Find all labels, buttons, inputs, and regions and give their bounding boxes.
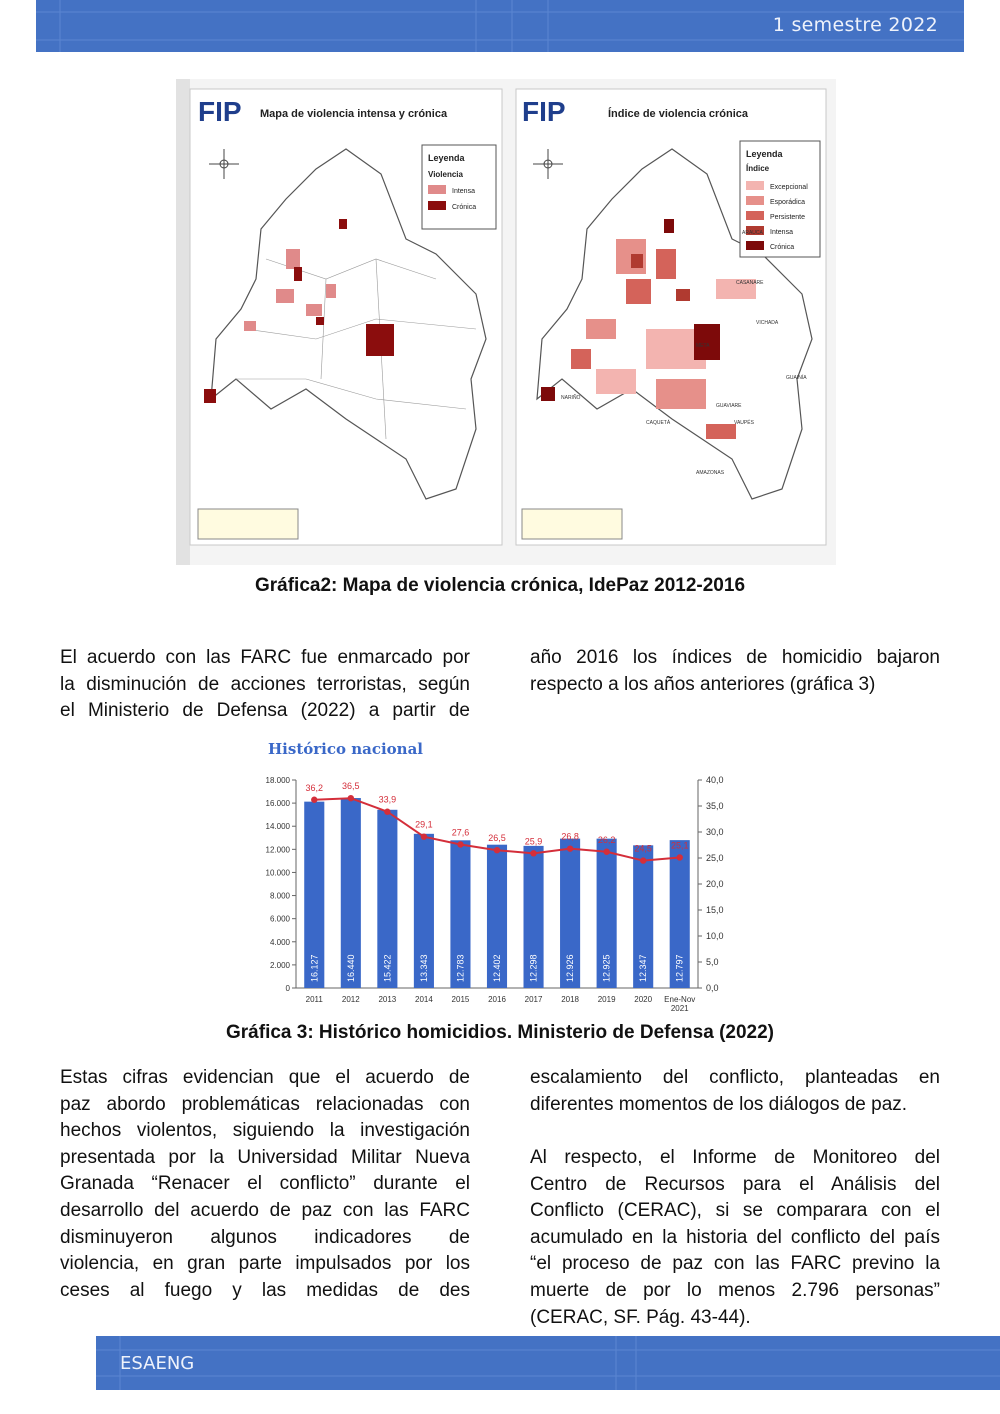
rate-point bbox=[384, 809, 390, 815]
y-tick-label: 0 bbox=[285, 984, 290, 993]
rate-value-label: 36,2 bbox=[305, 782, 324, 793]
map-region-label: GUAVIARE bbox=[716, 403, 742, 409]
right-map-panel bbox=[516, 89, 826, 545]
y2-tick-label: 40,0 bbox=[706, 775, 724, 785]
bar-value-label: 12.402 bbox=[492, 954, 502, 982]
footer-bar bbox=[96, 1336, 1000, 1390]
bar-value-label: 12.925 bbox=[601, 954, 612, 982]
map-region-label: CASANARE bbox=[736, 280, 764, 286]
para2-right-line: (CERAC, SF. Pág. 43-44). bbox=[530, 1306, 751, 1328]
rate-value-label: 24,5 bbox=[634, 843, 652, 854]
legend-label: Intensa bbox=[770, 229, 793, 236]
x-tick-label: 2018 bbox=[561, 995, 579, 1004]
legend-label: Excepcional bbox=[770, 184, 808, 191]
y-tick-label: 18.000 bbox=[265, 776, 290, 785]
y-tick-label: 4.000 bbox=[269, 937, 290, 947]
right-map-logo: FIP bbox=[522, 96, 566, 127]
footer-grid-decoration bbox=[96, 1336, 1000, 1390]
x-tick-label: 2011 bbox=[305, 995, 323, 1004]
map-region-label: AMAZONAS bbox=[696, 470, 725, 476]
para2-right-line: Al respecto, el Informe de Monitoreo del bbox=[530, 1147, 940, 1168]
rate-value-label: 33,9 bbox=[378, 794, 397, 805]
para2-left-line: paz abordo problemáticas relacionadas con bbox=[60, 1093, 470, 1115]
legend-label: Crónica bbox=[770, 244, 795, 251]
para2-right-line: Conflicto (CERAC), si se comparara con el bbox=[530, 1200, 940, 1222]
y-tick-label: 8.000 bbox=[269, 891, 290, 901]
para2-right-line: acumulado en la historia del conflicto del país bbox=[530, 1226, 940, 1248]
y2-tick-label: 35,0 bbox=[706, 801, 724, 811]
para2-right-line: diferentes momentos de los diálogos de paz. bbox=[530, 1093, 908, 1115]
bar-value-label: 12.298 bbox=[528, 954, 539, 982]
chart-title: Histórico nacional bbox=[268, 740, 423, 758]
y2-tick-label: 5,0 bbox=[706, 957, 719, 967]
para2-right-line: Centro de Recursos para el Análisis del bbox=[530, 1173, 940, 1195]
map-region-label: VICHADA bbox=[756, 320, 779, 326]
right-scale-box bbox=[522, 509, 622, 539]
x-tick-label: 2017 bbox=[524, 995, 543, 1004]
x-tick-label: 2021 bbox=[670, 1004, 689, 1013]
left-map-logo: FIP bbox=[198, 96, 242, 127]
para2-right-line: muerte de por lo menos 2.796 personas” bbox=[530, 1279, 940, 1301]
rate-value-label: 27,6 bbox=[451, 827, 470, 838]
rate-point bbox=[677, 854, 683, 860]
left-scale-box bbox=[198, 509, 298, 539]
legend-label: Crónica bbox=[452, 204, 477, 211]
y-tick-label: 14.000 bbox=[265, 822, 290, 832]
para1-right-line: año 2016 los índices de homicidio bajaron bbox=[530, 647, 940, 668]
para2-left-line: ceses al fuego y las medidas de des bbox=[60, 1279, 470, 1301]
homicide-history-chart bbox=[252, 730, 752, 1020]
rate-value-label: 26,8 bbox=[561, 831, 579, 842]
legend-label: Esporádica bbox=[770, 199, 806, 206]
rate-point bbox=[640, 857, 646, 863]
legend-swatch bbox=[428, 185, 446, 194]
header-semester: 1 semestre 2022 bbox=[772, 14, 938, 36]
para1-right-line: respecto a los años anteriores (gráfica 3) bbox=[530, 673, 876, 695]
x-tick-label: 2015 bbox=[451, 995, 470, 1004]
para2-left-line: violencia, en gran parte impulsados por los bbox=[60, 1253, 470, 1275]
para1-left-line: el Ministerio de Defensa (2022) a partir de bbox=[60, 700, 470, 722]
y-tick-label: 16.000 bbox=[265, 799, 290, 809]
y2-tick-label: 10,0 bbox=[706, 931, 724, 941]
left-legend-subtitle: Violencia bbox=[428, 170, 463, 179]
bar-value-label: 16.440 bbox=[345, 954, 356, 982]
y2-tick-label: 15,0 bbox=[706, 905, 724, 915]
rate-point bbox=[311, 797, 317, 803]
left-map-title: Mapa de violencia intensa y crónica bbox=[260, 108, 448, 120]
y2-tick-label: 25,0 bbox=[706, 853, 724, 863]
bar-value-label: 16.127 bbox=[309, 954, 320, 982]
y-tick-label: 12.000 bbox=[265, 845, 290, 855]
para2-left-line: presentada por la Universidad Militar Nueva bbox=[60, 1146, 470, 1168]
rate-point bbox=[567, 845, 573, 851]
figure3-caption: Gráfica 3: Histórico homicidios. Ministerio de Defensa (2022) bbox=[226, 1022, 774, 1043]
x-tick-label: 2013 bbox=[378, 995, 397, 1004]
rate-value-label: 25,9 bbox=[524, 836, 543, 847]
legend-swatch bbox=[746, 211, 764, 220]
right-legend-subtitle: Índice bbox=[746, 164, 770, 173]
x-tick-label: Ene-Nov bbox=[664, 995, 696, 1004]
map-region-label: ARAUCA bbox=[742, 230, 763, 236]
y-tick-label: 6.000 bbox=[269, 914, 290, 924]
para1-left-line: la disminución de acciones terroristas, según bbox=[60, 673, 470, 695]
right-map-title: Índice de violencia crónica bbox=[608, 108, 748, 120]
x-tick-label: 2012 bbox=[341, 995, 360, 1004]
x-tick-label: 2014 bbox=[415, 995, 433, 1004]
y2-tick-label: 20,0 bbox=[706, 879, 724, 889]
bar-value-label: 12.347 bbox=[638, 954, 649, 982]
map-region-label: GUAINÍA bbox=[786, 375, 807, 381]
rate-value-label: 36,5 bbox=[342, 781, 360, 792]
y-tick-label: 2.000 bbox=[269, 960, 290, 970]
y2-tick-label: 30,0 bbox=[706, 827, 724, 837]
legend-swatch bbox=[746, 181, 764, 190]
rate-point bbox=[494, 847, 500, 853]
maps-svg bbox=[176, 79, 836, 565]
para2-left-line: desarrollo del acuerdo de paz con las FARC bbox=[60, 1199, 470, 1221]
bar-value-label: 15.422 bbox=[382, 954, 393, 982]
legend-label: Intensa bbox=[452, 188, 475, 195]
legend-swatch bbox=[746, 196, 764, 205]
rate-point bbox=[603, 849, 609, 855]
x-tick-label: 2019 bbox=[597, 995, 616, 1004]
para2-left-line: Granada “Renacer el conflicto” durante el bbox=[60, 1173, 470, 1195]
x-tick-label: 2020 bbox=[634, 995, 653, 1004]
paragraph1-left bbox=[60, 645, 470, 725]
figure2-caption: Gráfica2: Mapa de violencia crónica, IdePaz 2012-2016 bbox=[254, 575, 746, 596]
rate-point bbox=[348, 795, 354, 801]
para2-left-line: disminuyeron algunos indicadores de bbox=[60, 1226, 470, 1248]
footer-label: ESAENG bbox=[120, 1353, 195, 1374]
paragraph2-right-b bbox=[530, 1145, 940, 1331]
y-tick-label: 10.000 bbox=[265, 868, 290, 878]
rate-value-label: 25,1 bbox=[670, 840, 689, 851]
rate-value-label: 29,1 bbox=[415, 819, 433, 830]
bar-value-label: 13.343 bbox=[418, 954, 429, 982]
x-tick-label: 2016 bbox=[488, 995, 506, 1004]
bar-value-label: 12.797 bbox=[674, 954, 685, 982]
rate-point bbox=[421, 833, 427, 839]
legend-swatch bbox=[746, 241, 764, 250]
violence-maps-figure bbox=[176, 79, 836, 565]
paragraph1-right bbox=[530, 645, 940, 698]
rate-value-label: 26,2 bbox=[597, 834, 616, 845]
legend-label: Persistente bbox=[770, 214, 806, 221]
map-region-label: CAQUETÁ bbox=[646, 420, 671, 426]
rate-point bbox=[530, 850, 536, 856]
para2-right-line: “el proceso de paz con las FARC previno la bbox=[530, 1253, 940, 1275]
right-legend-title: Leyenda bbox=[746, 149, 783, 159]
left-legend-title: Leyenda bbox=[428, 153, 465, 163]
bar-value-label: 12.926 bbox=[565, 954, 576, 982]
legend-swatch bbox=[428, 201, 446, 210]
paragraph2-left bbox=[60, 1065, 470, 1304]
chart-svg bbox=[252, 730, 752, 1020]
map-region-label: META bbox=[696, 343, 710, 349]
map-region-label: NARIÑO bbox=[561, 395, 581, 401]
header-bar bbox=[36, 0, 964, 52]
paragraph2-right-a bbox=[530, 1065, 940, 1118]
bar-value-label: 12.783 bbox=[455, 954, 466, 982]
y2-tick-label: 0,0 bbox=[706, 983, 719, 993]
left-map-panel bbox=[190, 89, 502, 545]
para2-left-line: hechos violentos, siguiendo la investigación bbox=[60, 1120, 470, 1142]
rate-value-label: 26,5 bbox=[488, 833, 506, 844]
para2-left-line: Estas cifras evidencian que el acuerdo de bbox=[60, 1067, 470, 1088]
para1-left-line: El acuerdo con las FARC fue enmarcado por bbox=[60, 647, 470, 668]
map-region-label: VAUPÉS bbox=[734, 420, 754, 426]
para2-right-line: escalamiento del conflicto, planteadas en bbox=[530, 1067, 940, 1088]
rate-point bbox=[457, 841, 463, 847]
